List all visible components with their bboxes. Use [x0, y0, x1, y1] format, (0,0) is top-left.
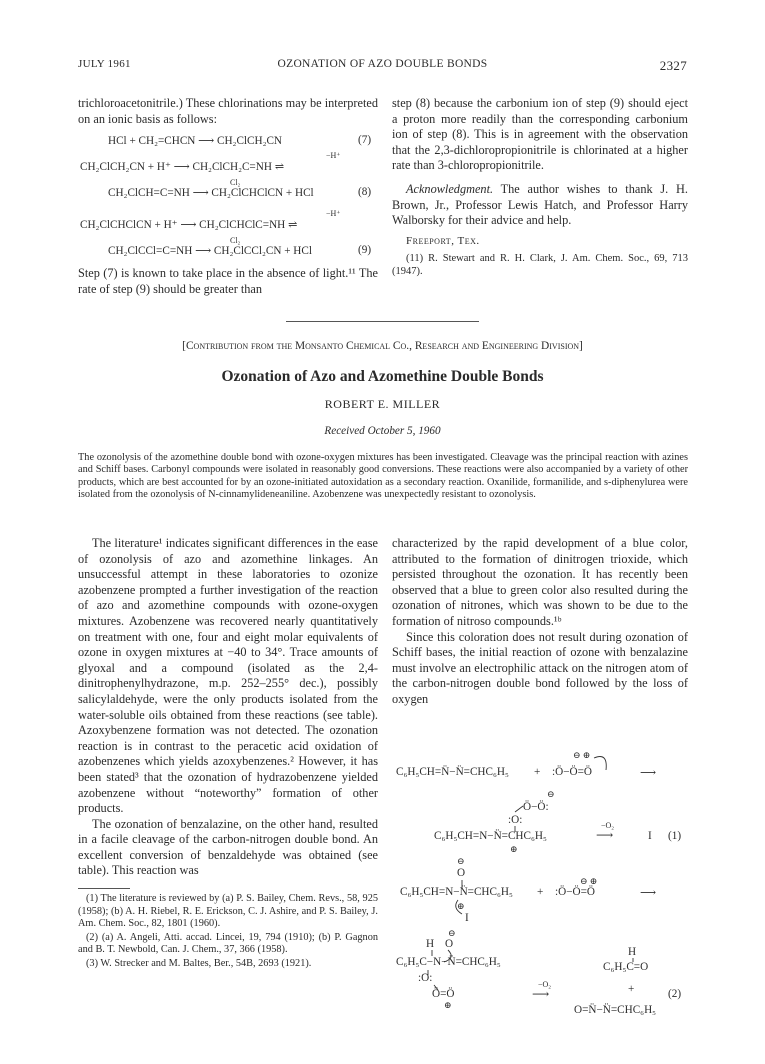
- prev-article-right-text: step (8) because the carbonium ion of step (9) should eject a proton more readily than the corresponding carbonium ion of step (8). This is in agreement with the observation that the 2,3-dichloropropionitrile is chlorinated at a higher rate than 3-chloropropionitrile. Acknowledgment. The author wishes to thank J. H. Brown, Jr., Professor Lewis Hatch, and Professor Harry Walborsky for their advice and help. Freeport, Tex. (11) R. Stewart and R. H. Clark, J. Am. Chem. Soc., 69, 713 (1947).: [392, 96, 688, 277]
- scheme-prod-h: H: [628, 946, 637, 958]
- scheme-int1-minus: ⊖: [547, 789, 555, 799]
- scheme-r1-plus: +: [534, 766, 541, 778]
- equation-9a-over: −H⁺: [326, 209, 341, 218]
- scheme-int1-top: Ö−Ö:: [523, 801, 549, 813]
- scheme-int1-plus: ⊕: [510, 844, 518, 854]
- scheme-int2-oo: Ö=Ö: [432, 988, 455, 1000]
- received-date: Received October 5, 1960: [324, 425, 441, 437]
- scheme-r2-main: C₆H₅CH=N−N̈=CHC₆H₅: [400, 886, 513, 898]
- equation-9a: CH₂ClCHClCN + H⁺ ⟶ CH₂ClCHClC=NH ⇌: [80, 219, 298, 231]
- equation-9b-over: Cl₂: [230, 236, 241, 245]
- equation-9-number: (9): [358, 244, 372, 256]
- scheme-int2-loss: −O₂: [538, 980, 552, 989]
- scheme-r2-ozone: :Ö−Ö=Ö: [555, 886, 595, 898]
- scheme-r1-arrow: ⟶: [640, 767, 657, 779]
- equation-8b-over: Cl₂: [230, 178, 241, 187]
- body-paragraph-1: The literature¹ indicates significant differences in the ease of ozonolysis of azo and azomethine linkages. An unsuccessful attempt in these laboratories to ozonize azobenzene prompted a further investigation of the reaction of azo and azomethine compounds with ozone-oxygen mixtures. Azobenzene was recovered nearly quantitatively on treatment with one, four and eight molar equivalents of ozone in oxygen mixtures at −40 to 34°. Trace amounts of glyoxal and a compound (isolated as the 2,4-dinitrophenylhydrazone, m.p. 252–255° dec.), possibly salicylaldehyde, were the only products isolated from the water-soluble oils obtained from these reactions (see table). Azoxybenzene formation was not detected. The ozonation reaction is in contrast to the peracetic acid oxidation of azobenzenes which yields azoxybenzenes.² However, it has been stated³ that the ozonation of hydrazobenzene yielded azobenzene without “noteworthy” formation of other products.: [78, 536, 378, 816]
- footnote-1: (1) The literature is reviewed by (a) P. S. Bailey, Chem. Revs., 58, 925 (1958); (b) A. H. Riebel, R. E. Erickson, C. J. Ashire, and P. S. Bailey, J. Am. Chem. Soc., 82, 1801 (1960).: [78, 893, 378, 930]
- body-right-paragraph-2: Since this coloration does not result during ozonation of Schiff bases, the initial reaction of ozone with benzalazine must involve an electrophilic attack on the nitrogen atom of the carbon-nitrogen double bond followed by the loss of oxygen: [392, 629, 688, 706]
- equation-9b: CH₂ClCCl=C=NH ⟶ CH₂ClCCl₂CN + HCl: [108, 245, 312, 257]
- scheme-int2-h: H: [426, 938, 435, 950]
- scheme-prod-nitroso: O=N̈−N̈=CHC₆H₅: [574, 1004, 657, 1016]
- scheme-int2-arrow: ⟶: [532, 987, 550, 1001]
- scheme-r2-label: I: [465, 912, 469, 924]
- article-author: ROBERT E. MILLER: [324, 397, 441, 411]
- scheme-r2-minus: ⊖: [457, 856, 465, 866]
- body-paragraph-2: The ozonation of benzalazine, on the other hand, resulted in a facile cleavage of the carbon-nitrogen double bond. An excellent conversion of benzaldehyde was obtained (see table). This reaction was: [78, 816, 378, 878]
- scheme-int1-arrow: ⟶: [596, 828, 614, 842]
- scheme-int2-o: O: [445, 938, 454, 950]
- scheme-prod-benzaldehyde: C₆H₅C=O: [603, 961, 649, 973]
- prev-article-step-text: Step (7) is known to take place in the absence of light.¹¹ The rate of step (9) should be greater than: [78, 266, 378, 296]
- equation-2-number: (2): [668, 988, 682, 1000]
- scheme-int1-label: I: [648, 830, 652, 842]
- scheme-int2-o2: :O:: [418, 972, 433, 984]
- running-header-date: JULY 1961: [78, 58, 131, 70]
- equation-8-number: (8): [358, 186, 372, 198]
- page-number: 2327: [659, 58, 687, 73]
- scheme-prod-plus: +: [628, 983, 635, 995]
- scheme-int1-o: :O:: [508, 814, 523, 826]
- affiliation-place: Freeport, Tex.: [406, 234, 480, 247]
- scheme-r2-arrow: ⟶: [640, 887, 657, 899]
- article-title: Ozonation of Azo and Azomethine Double Bonds: [221, 368, 544, 385]
- body-right-paragraph-1: characterized by the rapid development of a blue color, attributed to the formation of dinitrogen trioxide, which persisted throughout the ozonation. It has recently been observed that a blue to green color also resulted during the ozonation of nitrones, which was shown to be due to the formation of nitroso compounds.¹ᵇ: [392, 536, 688, 628]
- running-header-title: OZONATION OF AZO DOUBLE BONDS: [277, 58, 488, 70]
- scheme-r2-o: O: [457, 867, 466, 879]
- scheme-int2-minus: ⊖: [448, 928, 456, 938]
- footnote-2: (2) (a) A. Angeli, Atti. accad. Lincei, 19, 794 (1910); (b) P. Gagnon and B. T. Newbold, Can. J. Chem., 37, 366 (1958).: [78, 931, 378, 956]
- scheme-r2-electron-arrow: [456, 900, 462, 914]
- scheme-r1-electron-arrow: [594, 757, 606, 771]
- equation-8a-over: −H⁺: [326, 151, 341, 160]
- contribution-line: [Contribution from the Monsanto Chemical Co., Research and Engineering Division]: [182, 340, 583, 352]
- scheme-r1-reactant: C₆H₅CH=N̈−N̈=CHC₆H₅: [396, 766, 509, 778]
- acknowledgment-label: Acknowledgment.: [406, 181, 494, 196]
- scheme-r2-plus: +: [537, 886, 544, 898]
- scheme-r1-charges: ⊖ ⊕: [573, 750, 591, 760]
- equation-7-number: (7): [358, 134, 372, 146]
- footnote-3: (3) W. Strecker and M. Baltes, Ber., 54B, 2693 (1921).: [86, 957, 312, 969]
- scheme-r1-ozone: :Ö−Ö=Ö: [552, 766, 592, 778]
- scheme-int2-electron-arrow: [444, 950, 451, 962]
- equation-8a: CH₂ClCH₂CN + H⁺ ⟶ CH₂ClCH₂C=NH ⇌: [80, 161, 285, 173]
- scheme-int1-main: C₆H₅CH=N−N̈=CHC₆H₅: [434, 830, 547, 842]
- acknowledgment-text: The author wishes to thank J. H. Brown, Jr., Professor Lewis Hatch, and Professor Harry Walborsky for their advice and help.: [392, 181, 688, 228]
- scheme-int2-main: C₆H₅C−N−N̈=CHC₆H₅: [396, 956, 501, 968]
- equation-1-number: (1): [668, 830, 682, 842]
- scheme-int2-plus: ⊕: [444, 1000, 452, 1010]
- scheme-r2-i-plus: ⊕: [457, 901, 465, 911]
- equation-7: HCl + CH₂=CHCN ⟶ CH₂ClCH₂CN: [108, 135, 283, 147]
- scheme-r2-charges: ⊖ ⊕: [580, 876, 598, 886]
- prev-article-intro: trichloroacetonitrile.) These chlorinations may be interpreted on an ionic basis as follows:: [78, 96, 378, 126]
- scheme-int2-bond-oo: [434, 985, 438, 990]
- abstract: The ozonolysis of the azomethine double bond with ozone-oxygen mixtures has been investigated. Cleavage was the principal reaction with azines and Schiff bases. Carbonyl compounds were isolated in reasonably good conversions. These reactions were also accompanied by a variety of other products, which are best accounted for by an ozone-initiated autoxidation as a secondary reaction. Oxanilide, formanilide, and s-diphenylurea were isolated from the ozonolysis of N-cinnamylideneaniline. Azobenzene was unexpectedly resistant to ozonolysis.: [78, 452, 688, 500]
- reference-11: (11) R. Stewart and R. H. Clark, J. Am. Chem. Soc., 69, 713 (1947).: [392, 253, 688, 277]
- equation-8b: CH₂ClCH=C=NH ⟶ CH₂ClCHClCN + HCl: [108, 187, 314, 199]
- scheme-int1-loss: −O₂: [601, 821, 615, 830]
- scheme-int1-bond: [515, 806, 523, 812]
